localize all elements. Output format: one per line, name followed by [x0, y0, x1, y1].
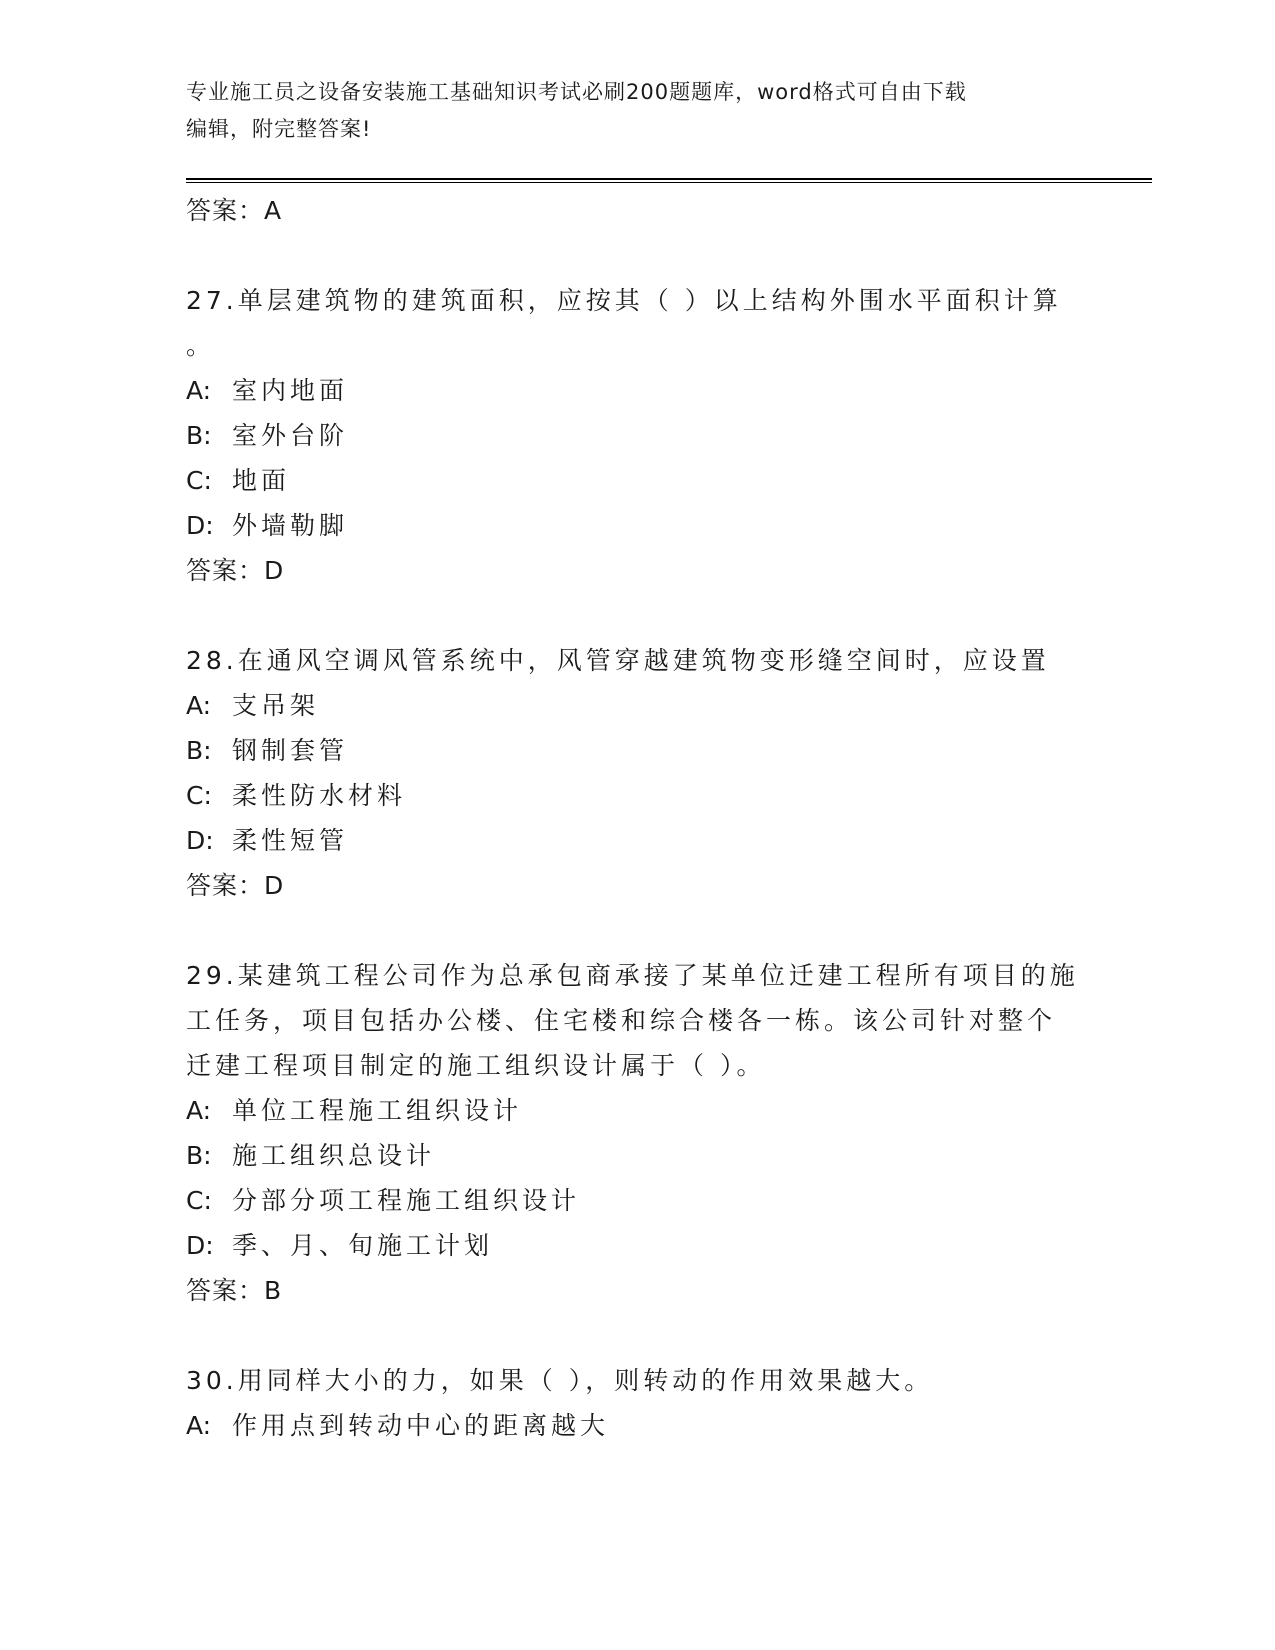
answer-line: 答案：D	[186, 556, 285, 585]
option-key: A:	[186, 376, 212, 405]
option-text: 分部分项工程施工组织设计	[232, 1186, 581, 1215]
option-text: 柔性短管	[232, 826, 349, 855]
option-b	[186, 1133, 1146, 1178]
option-text: 地面	[232, 466, 291, 495]
question-stem-line: 迁建工程项目制定的施工组织设计属于（ ）。	[186, 1051, 766, 1080]
header-divider	[186, 178, 1152, 183]
option-a	[186, 1088, 1146, 1133]
answer-line: 答案：B	[186, 1276, 283, 1305]
question-stem-line: 29.某建筑工程公司作为总承包商承接了某单位迁建工程所有项目的施	[186, 961, 1079, 990]
option-key: D:	[186, 826, 214, 855]
option-a	[186, 683, 1146, 728]
option-a	[186, 368, 1146, 413]
question-stem: 27.单层建筑物的建筑面积，应按其（ ）以上结构外围水平面积计算	[186, 286, 1062, 315]
question-27	[186, 278, 1146, 594]
option-c	[186, 1178, 1146, 1223]
option-key: B:	[186, 421, 212, 450]
option-key: C:	[186, 781, 212, 810]
answer-line: 答案：A	[186, 196, 283, 225]
option-key: A:	[186, 1411, 212, 1440]
option-text: 钢制套管	[232, 736, 349, 765]
option-d	[186, 818, 1146, 863]
option-text: 室外台阶	[232, 421, 349, 450]
option-d	[186, 503, 1146, 548]
option-c	[186, 773, 1146, 818]
option-b	[186, 413, 1146, 458]
option-key: C:	[186, 1186, 212, 1215]
header-line-1: 专业施工员之设备安装施工基础知识考试必刷200题题库，word格式可自由下载	[186, 80, 967, 104]
option-key: D:	[186, 1231, 214, 1260]
answer-line: 答案：D	[186, 871, 285, 900]
option-key: B:	[186, 1141, 212, 1170]
option-text: 柔性防水材料	[232, 781, 407, 810]
option-text: 室内地面	[232, 376, 349, 405]
question-29	[186, 953, 1146, 1314]
option-text: 施工组织总设计	[232, 1141, 436, 1170]
option-key: D:	[186, 511, 214, 540]
question-stem: 28.在通风空调风管系统中，风管穿越建筑物变形缝空间时，应设置	[186, 646, 1050, 675]
option-key: C:	[186, 466, 212, 495]
question-30	[186, 1358, 1146, 1448]
question-stem-continuation: 。	[186, 331, 212, 360]
option-a	[186, 1403, 1146, 1448]
question-list	[186, 188, 1146, 1448]
option-key: A:	[186, 691, 212, 720]
option-key: B:	[186, 736, 212, 765]
question-stem: 30.用同样大小的力，如果（ ），则转动的作用效果越大。	[186, 1366, 934, 1395]
question-28	[186, 638, 1146, 909]
document-header	[186, 74, 1066, 148]
option-text: 季、月、旬施工计划	[232, 1231, 494, 1260]
option-key: A:	[186, 1096, 212, 1125]
header-line-2: 编辑，附完整答案!	[186, 117, 372, 141]
option-text: 支吊架	[232, 691, 320, 720]
option-text: 外墙勒脚	[232, 511, 349, 540]
question-stem-line: 工任务，项目包括办公楼、住宅楼和综合楼各一栋。该公司针对整个	[186, 1006, 1057, 1035]
option-b	[186, 728, 1146, 773]
option-d	[186, 1223, 1146, 1268]
option-c	[186, 458, 1146, 503]
option-text: 单位工程施工组织设计	[232, 1096, 523, 1125]
option-text: 作用点到转动中心的距离越大	[232, 1411, 610, 1440]
